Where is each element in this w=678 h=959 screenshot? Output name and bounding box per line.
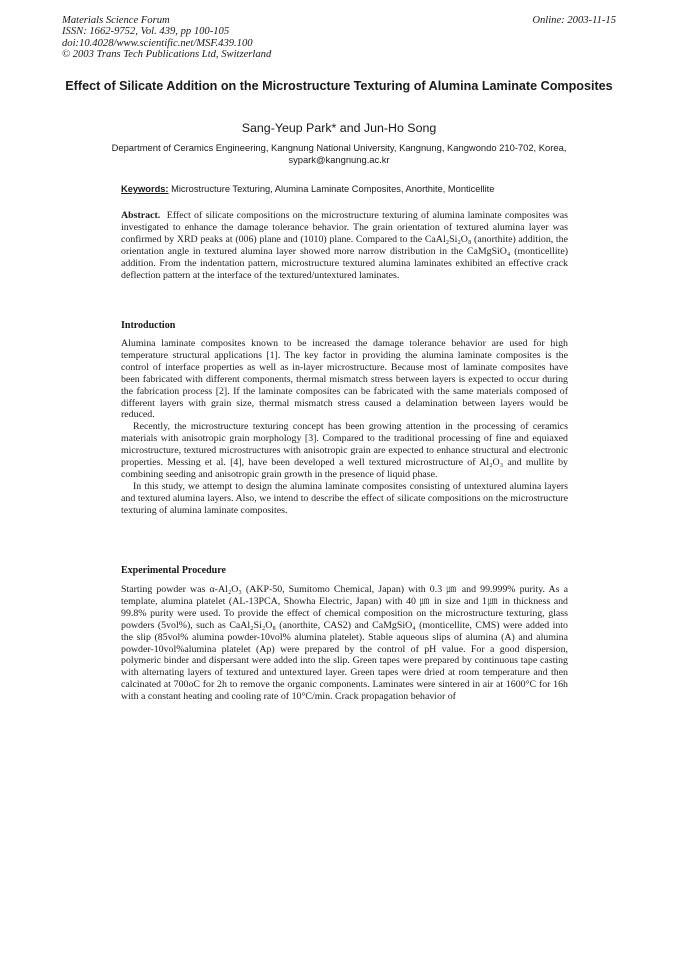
experimental-section [121,584,568,703]
introduction-paragraph-3: In this study, we attempt to design the alumina laminate composites consisting of untextured alumina layers and textured alumina layers. Also, we intend to describe the effect of silicate compositions on the microstructure texturing of alumina laminate composites. [121,480,568,516]
introduction-paragraph-1: Alumina laminate composites known to be increased the damage tolerance behavior are used for high temperature structural applications [1]. The key factor in providing the alumina laminate composites is the control of interface properties as well as in-layer microstructure. Because most of laminate composites have been fabricated with different components, thermal mismatch stress between layers is expected to occur during the fabrication process [2]. If the laminate composites can be fabricated with the same materials composed of different layers with grain size, thermal mismatch stress caused a delamination between layers would be reduced. [121,338,568,421]
experimental-paragraph-1: Starting powder was α-Al₂O₃ (AKP-50, Sumitomo Chemical, Japan) with 0.3 ㎛ and 99.999% purity. As a template, alumina platelet (AL-13PCA, Showha Electric, Japan) with 40 ㎛ in size and 1㎛ in thickness and 99.8% purity were used. To provide the effect of chemical composition on the microstructure texturing, glass powders (5vol%), such as CaAl₂Si₂O₈ (anorthite, CAS2) and CaMgSiO₄ (monticellite, CMS) were added into the slip (85vol% alumina powder-10vol% alumina platelet). Stable aqueous slips of alumina (A) and alumina powder-10vol%alumina platelet (Ap) were prepared by the control of pH value. For a good dispersion, polymeric binder and dispersant were added into the slip. Green tapes were prepared by continuous tape casting with alternating layers of textured and untextured layer. Green tapes were dried at room temperature and then calcinated at 700oC for 2h to remove the organic components. Laminates were sintered in air at 1600°C for 16h with a constant heating and cooling rate of 10°C/min. Crack propagation behavior of [121,584,568,703]
abstract-section [121,210,568,281]
experimental-heading: Experimental Procedure [121,565,226,576]
keywords-text: Microstructure Texturing, Alumina Laminate Composites, Anorthite, Monticellite [171,184,495,194]
abstract-text: Effect of silicate compositions on the microstructure texturing of alumina laminate composites was investigated to enhance the damage tolerance behavior. The grain orientation of textured alumina layer was confirmed by XRD peaks at (006) plane and (1010) plane. Compared to the CaAl₂Si₂O₈ (anorthite) addition, the orientation angle in textured alumina layer showed more narrow distribution in the CaMgSiO₄ (monticellite) addition. From the indentation pattern, microstructure textured alumina laminates exhibited an effective crack deflection pattern at the interface of the textured/untextured laminates. [121,210,568,281]
journal-issn: ISSN: 1662-9752, Vol. 439, pp 100-105 [62,26,230,38]
journal-info [62,15,502,60]
abstract-label: Abstract. [121,210,161,221]
introduction-section [121,338,568,517]
introduction-paragraph-2: Recently, the microstructure texturing concept has been growing attention in the processing of ceramics materials with anisotropic grain morphology [3]. Compared to the traditional processing of fine and equiaxed microstructure, textured microstructures with anisotropic grain are expected to enhance structural and electronic properties. Messing et al. [4], have been developed a well textured microstructure of Al₂O₃ and mullite by combining seeding and anisotropic grain growth in the presence of liquid phase. [121,421,568,480]
journal-copyright: © 2003 Trans Tech Publications Ltd, Switzerland [62,48,272,60]
journal-name: Materials Science Forum [62,15,170,26]
author-affiliation: Department of Ceramics Engineering, Kangnung National University, Kangnung, Kangwondo 210-702, Korea, sypark@kangnung.ac.kr [111,142,567,165]
keywords-label: Keywords: [121,184,169,194]
keywords-line [121,183,494,195]
journal-doi: doi:10.4028/www.scientific.net/MSF.439.100 [62,37,253,49]
introduction-heading: Introduction [121,320,176,331]
paper-title: Effect of Silicate Addition on the Microstructure Texturing of Alumina Laminate Composites [65,79,613,93]
online-date: Online: 2003-11-15 [532,15,616,26]
paper-authors: Sang-Yeup Park* and Jun-Ho Song [241,121,437,135]
